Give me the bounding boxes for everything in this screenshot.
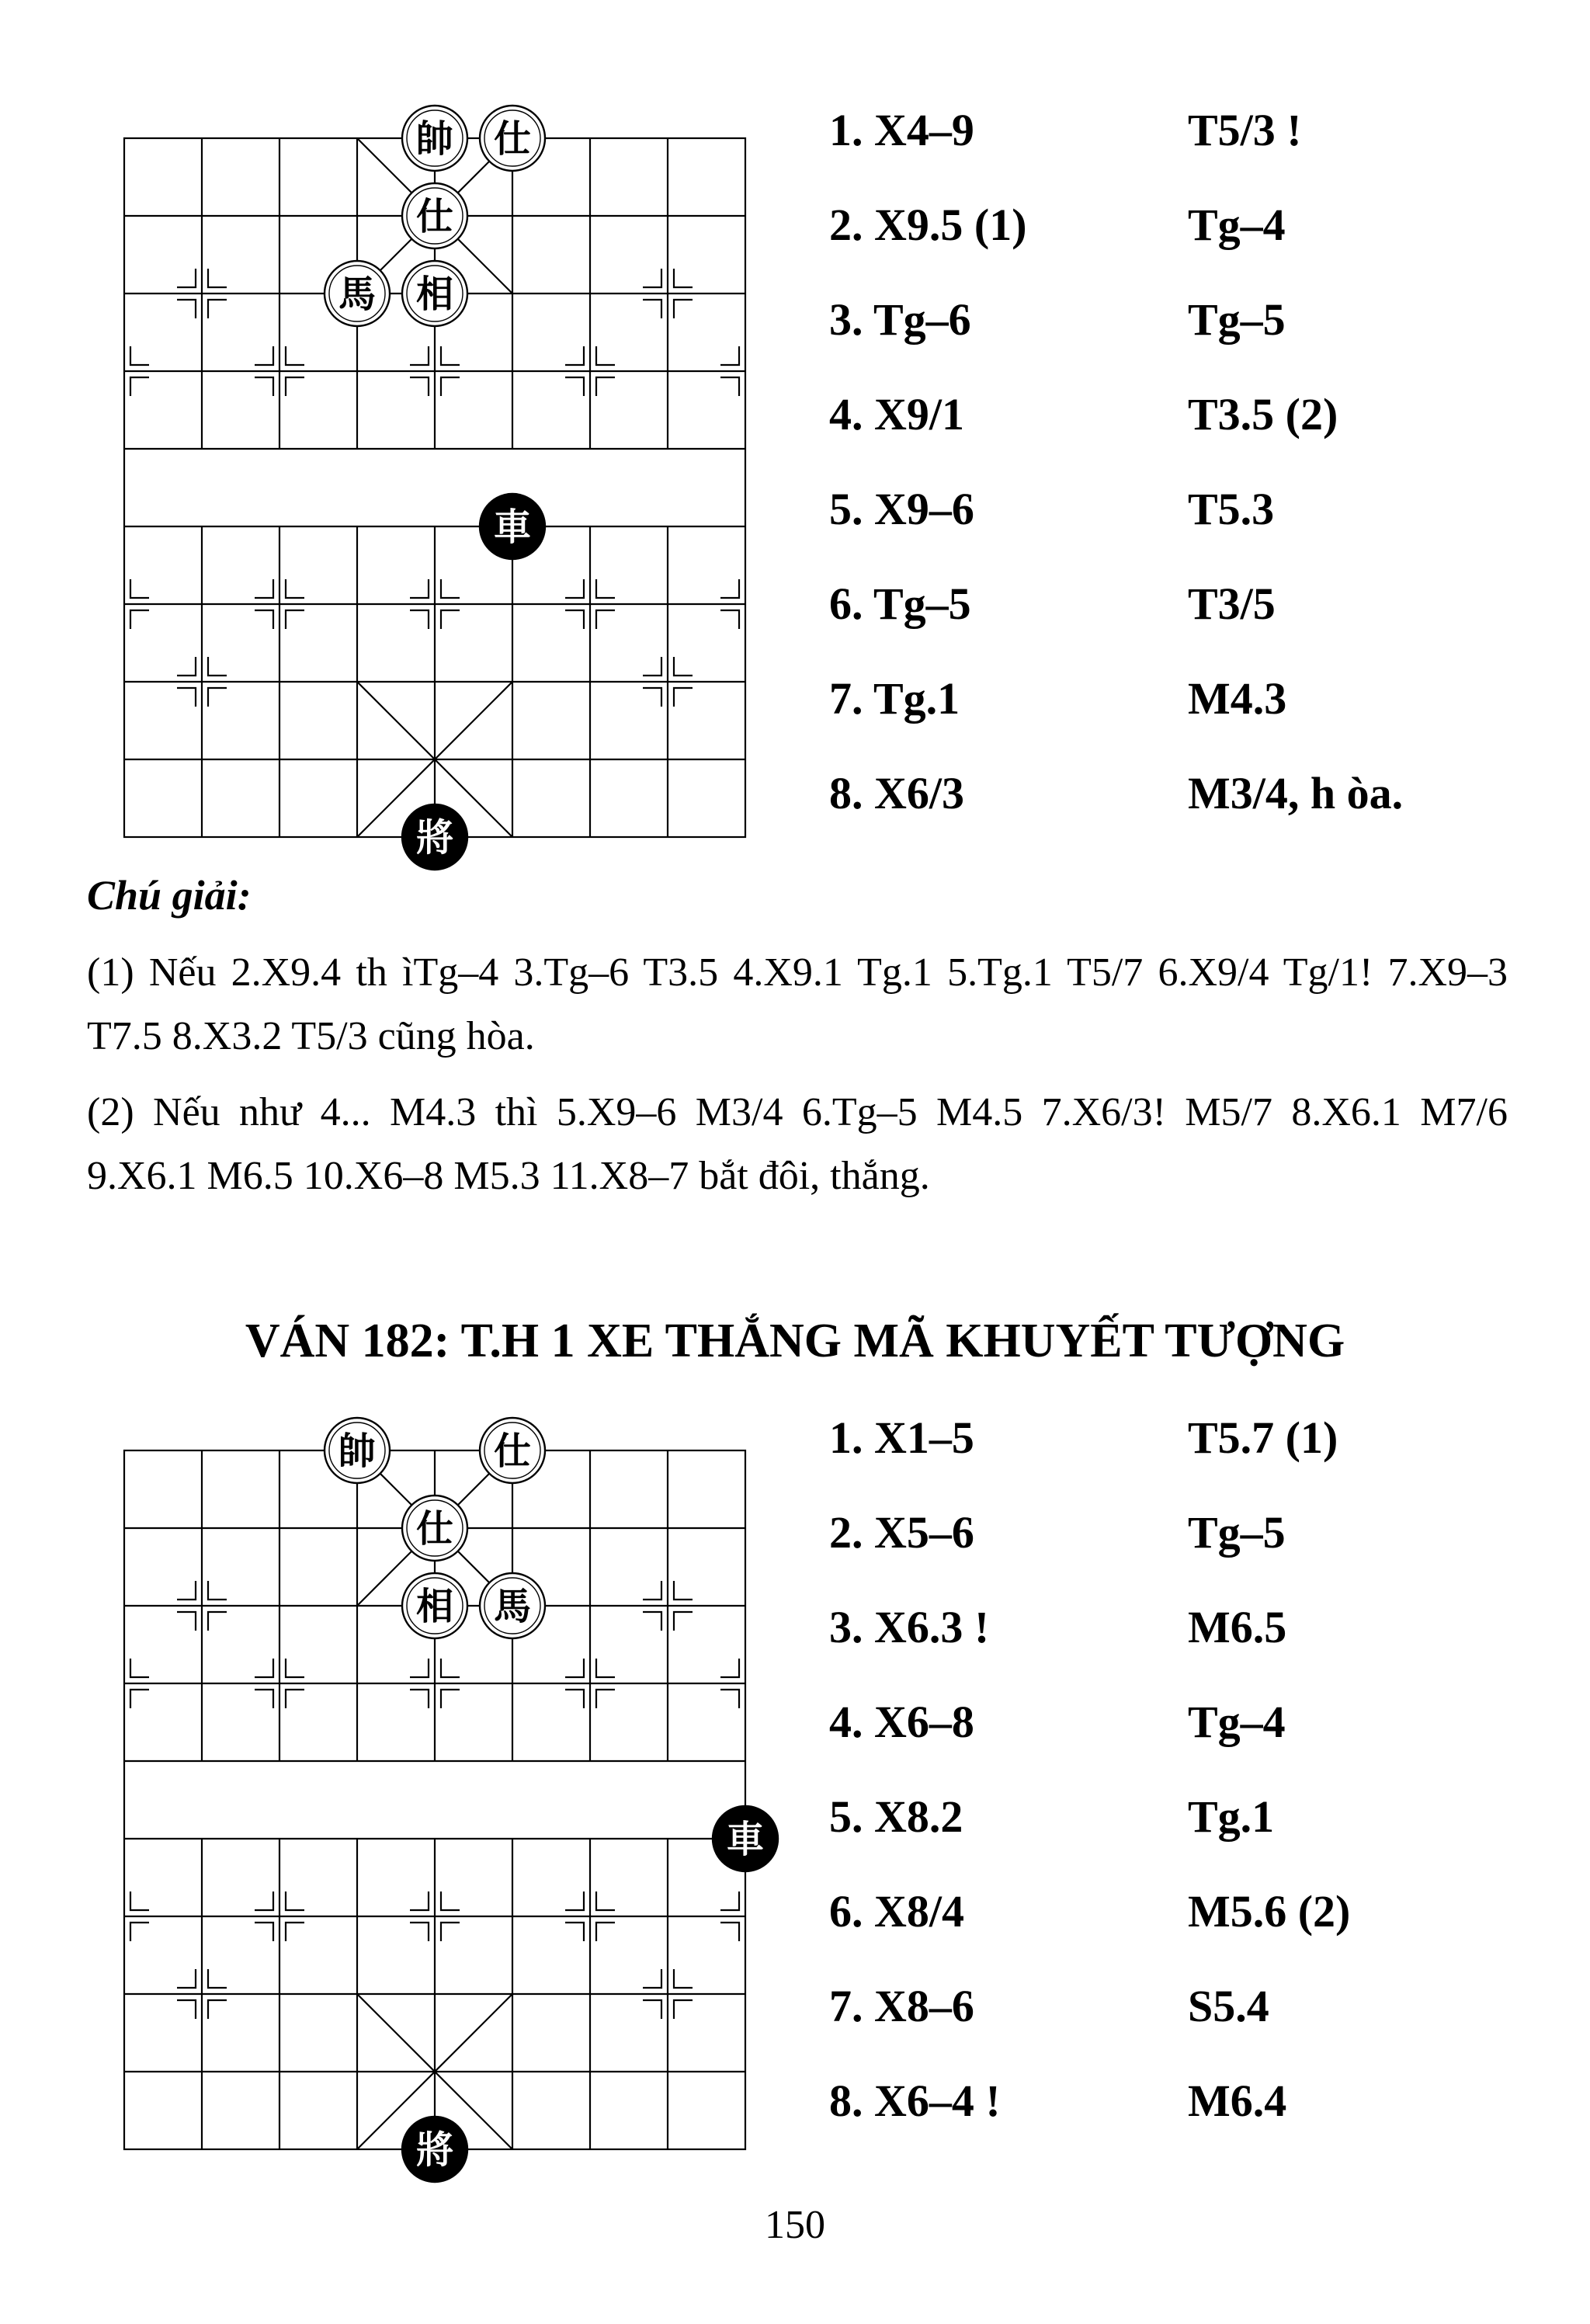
position-marker <box>643 688 661 707</box>
position-marker <box>177 1581 196 1600</box>
piece-char: 相 <box>415 1585 454 1628</box>
note-1: (1) Nếu 2.X9.4 th ìTg–4 3.Tg–6 T3.5 4.X9.1 Tg.1 5.Tg.1 T5/7 6.X9/4 Tg/1! 7.X9–3 T7.5 8.X3.2 T5/3 cũng hòa. <box>87 950 1508 1058</box>
position-marker <box>130 579 149 598</box>
black-move: M5.6 (2) <box>1188 1886 1351 1937</box>
position-marker <box>596 377 615 396</box>
position-marker <box>410 1659 429 1677</box>
position-marker <box>286 1659 304 1677</box>
position-marker <box>410 346 429 365</box>
position-marker <box>674 269 693 287</box>
position-marker <box>410 579 429 598</box>
position-marker <box>674 688 693 707</box>
red-advisor-piece-2 <box>402 1495 467 1561</box>
position-marker <box>565 377 584 396</box>
position-marker <box>441 377 460 396</box>
board-2-svg <box>93 1404 807 2211</box>
position-marker <box>720 1690 739 1708</box>
black-move: S5.4 <box>1188 1981 1269 2031</box>
position-marker <box>565 346 584 365</box>
notes-title: Chú giải: <box>87 872 252 919</box>
red-advisor-piece-2 <box>402 183 467 248</box>
piece-char: 帥 <box>338 1429 377 1473</box>
black-move: Tg–5 <box>1188 1507 1286 1558</box>
position-marker <box>441 346 460 365</box>
position-marker <box>177 2000 196 2019</box>
position-marker <box>565 610 584 629</box>
position-marker <box>410 610 429 629</box>
red-horse-piece <box>325 261 390 326</box>
position-marker <box>674 2000 693 2019</box>
position-marker <box>441 579 460 598</box>
white-move: 7. X8–6 <box>829 1981 974 2031</box>
white-move: 1. X1–5 <box>829 1412 974 1463</box>
position-marker <box>410 1923 429 1941</box>
black-general-piece <box>402 2117 467 2182</box>
position-marker <box>255 377 273 396</box>
position-marker <box>177 688 196 707</box>
piece-char: 仕 <box>415 195 454 238</box>
black-move: T5.3 <box>1188 484 1275 534</box>
position-marker <box>674 1612 693 1631</box>
piece-char: 馬 <box>338 273 377 316</box>
piece-char: 仕 <box>493 117 532 161</box>
white-move: 5. X9–6 <box>829 484 974 534</box>
position-marker <box>255 1923 273 1941</box>
position-marker <box>177 1612 196 1631</box>
red-elephant-piece <box>402 261 467 326</box>
position-marker <box>441 1659 460 1677</box>
position-marker <box>565 1892 584 1910</box>
position-marker <box>596 346 615 365</box>
position-marker <box>596 579 615 598</box>
black-move: Tg.1 <box>1188 1791 1275 1842</box>
position-marker <box>674 657 693 676</box>
position-marker <box>410 377 429 396</box>
position-marker <box>130 1690 149 1708</box>
piece-char: 將 <box>415 816 454 860</box>
position-marker <box>565 1690 584 1708</box>
black-move: M3/4, h òa. <box>1188 768 1404 818</box>
position-marker <box>130 377 149 396</box>
position-marker <box>643 269 661 287</box>
position-marker <box>177 1969 196 1988</box>
white-move: 7. Tg.1 <box>829 673 960 724</box>
board-1-svg <box>93 92 807 899</box>
black-move: T3.5 (2) <box>1188 389 1338 439</box>
position-marker <box>255 1892 273 1910</box>
position-marker <box>674 1969 693 1988</box>
white-move: 8. X6/3 <box>829 768 964 818</box>
position-marker <box>643 657 661 676</box>
position-marker <box>208 269 227 287</box>
black-move: M6.5 <box>1188 1602 1287 1652</box>
position-marker <box>130 1923 149 1941</box>
position-marker <box>643 1969 661 1988</box>
position-marker <box>643 300 661 318</box>
position-marker <box>596 1892 615 1910</box>
position-marker <box>720 377 739 396</box>
position-marker <box>565 1923 584 1941</box>
position-marker <box>441 610 460 629</box>
white-move: 5. X8.2 <box>829 1791 963 1842</box>
position-marker <box>286 346 304 365</box>
white-move: 6. X8/4 <box>829 1886 964 1937</box>
position-marker <box>720 346 739 365</box>
position-marker <box>674 300 693 318</box>
page-number: 150 <box>765 2203 825 2247</box>
position-marker <box>643 2000 661 2019</box>
black-move: M6.4 <box>1188 2076 1287 2126</box>
white-move: 2. X5–6 <box>829 1507 974 1558</box>
note-2: (2) Nếu như 4... M4.3 thì 5.X9–6 M3/4 6.Tg–5 M4.5 7.X6/3! M5/7 8.X6.1 M7/6 9.X6.1 M6.5 10.X6–8 M5.3 11.X8–7 bắt đôi, thắng. <box>87 1090 1508 1198</box>
position-marker <box>410 1892 429 1910</box>
position-marker <box>596 1923 615 1941</box>
position-marker <box>286 1690 304 1708</box>
position-marker <box>208 1581 227 1600</box>
black-move: Tg–4 <box>1188 200 1286 250</box>
red-advisor-piece-1 <box>480 1418 545 1483</box>
piece-char: 馬 <box>493 1585 532 1628</box>
position-marker <box>255 1690 273 1708</box>
position-marker <box>720 1892 739 1910</box>
xiangqi-board-1 <box>93 92 807 899</box>
position-marker <box>208 1969 227 1988</box>
white-move: 2. X9.5 (1) <box>829 200 1027 250</box>
piece-char: 將 <box>415 2128 454 2172</box>
position-marker <box>255 1659 273 1677</box>
position-marker <box>130 610 149 629</box>
position-marker <box>208 657 227 676</box>
piece-char: 車 <box>726 1818 765 1861</box>
red-general-piece <box>325 1418 390 1483</box>
position-marker <box>286 377 304 396</box>
red-general-piece <box>402 106 467 171</box>
black-move: Tg–5 <box>1188 294 1286 345</box>
piece-char: 仕 <box>493 1429 532 1473</box>
board-2-pieces <box>325 1418 778 2182</box>
xiangqi-board-2 <box>93 1404 807 2211</box>
position-marker <box>208 688 227 707</box>
position-marker <box>441 1892 460 1910</box>
black-move: M4.3 <box>1188 673 1287 724</box>
white-move: 4. X6–8 <box>829 1697 974 1747</box>
position-marker <box>177 657 196 676</box>
white-move: 1. X4–9 <box>829 105 974 155</box>
position-marker <box>286 579 304 598</box>
position-marker <box>596 610 615 629</box>
position-marker <box>720 1923 739 1941</box>
position-marker <box>255 579 273 598</box>
black-move: T3/5 <box>1188 578 1276 629</box>
position-marker <box>441 1923 460 1941</box>
red-elephant-piece <box>402 1573 467 1638</box>
position-marker <box>643 1581 661 1600</box>
black-move: T5.7 (1) <box>1188 1412 1338 1463</box>
black-chariot-piece <box>480 494 545 559</box>
position-marker <box>720 610 739 629</box>
piece-char: 相 <box>415 273 454 316</box>
position-marker <box>286 1892 304 1910</box>
piece-char: 帥 <box>415 117 454 161</box>
piece-char: 仕 <box>415 1507 454 1551</box>
position-marker <box>596 1690 615 1708</box>
position-marker <box>565 1659 584 1677</box>
section-title: VÁN 182: T.H 1 XE THẮNG MÃ KHUYẾT TƯỢNG <box>245 1315 1345 1367</box>
position-marker <box>720 579 739 598</box>
black-move: T5/3 ! <box>1188 105 1302 155</box>
position-marker <box>130 1659 149 1677</box>
position-marker <box>286 610 304 629</box>
white-move: 3. Tg–6 <box>829 294 971 345</box>
position-marker <box>286 1923 304 1941</box>
white-move: 4. X9/1 <box>829 389 964 439</box>
white-move: 3. X6.3 ! <box>829 1602 990 1652</box>
position-marker <box>643 1612 661 1631</box>
position-marker <box>255 610 273 629</box>
position-marker <box>410 1690 429 1708</box>
position-marker <box>255 346 273 365</box>
position-marker <box>565 579 584 598</box>
position-marker <box>208 2000 227 2019</box>
black-general-piece <box>402 804 467 870</box>
white-move: 6. Tg–5 <box>829 578 971 629</box>
red-horse-piece <box>480 1573 545 1638</box>
white-move: 8. X6–4 ! <box>829 2076 1001 2126</box>
piece-char: 車 <box>493 505 532 549</box>
position-marker <box>130 346 149 365</box>
position-marker <box>441 1690 460 1708</box>
position-marker <box>177 269 196 287</box>
position-marker <box>720 1659 739 1677</box>
black-move: Tg–4 <box>1188 1697 1286 1747</box>
position-marker <box>208 1612 227 1631</box>
position-marker <box>130 1892 149 1910</box>
position-marker <box>177 300 196 318</box>
black-chariot-piece <box>713 1806 778 1871</box>
position-marker <box>674 1581 693 1600</box>
position-marker <box>208 300 227 318</box>
position-marker <box>596 1659 615 1677</box>
red-advisor-piece-1 <box>480 106 545 171</box>
